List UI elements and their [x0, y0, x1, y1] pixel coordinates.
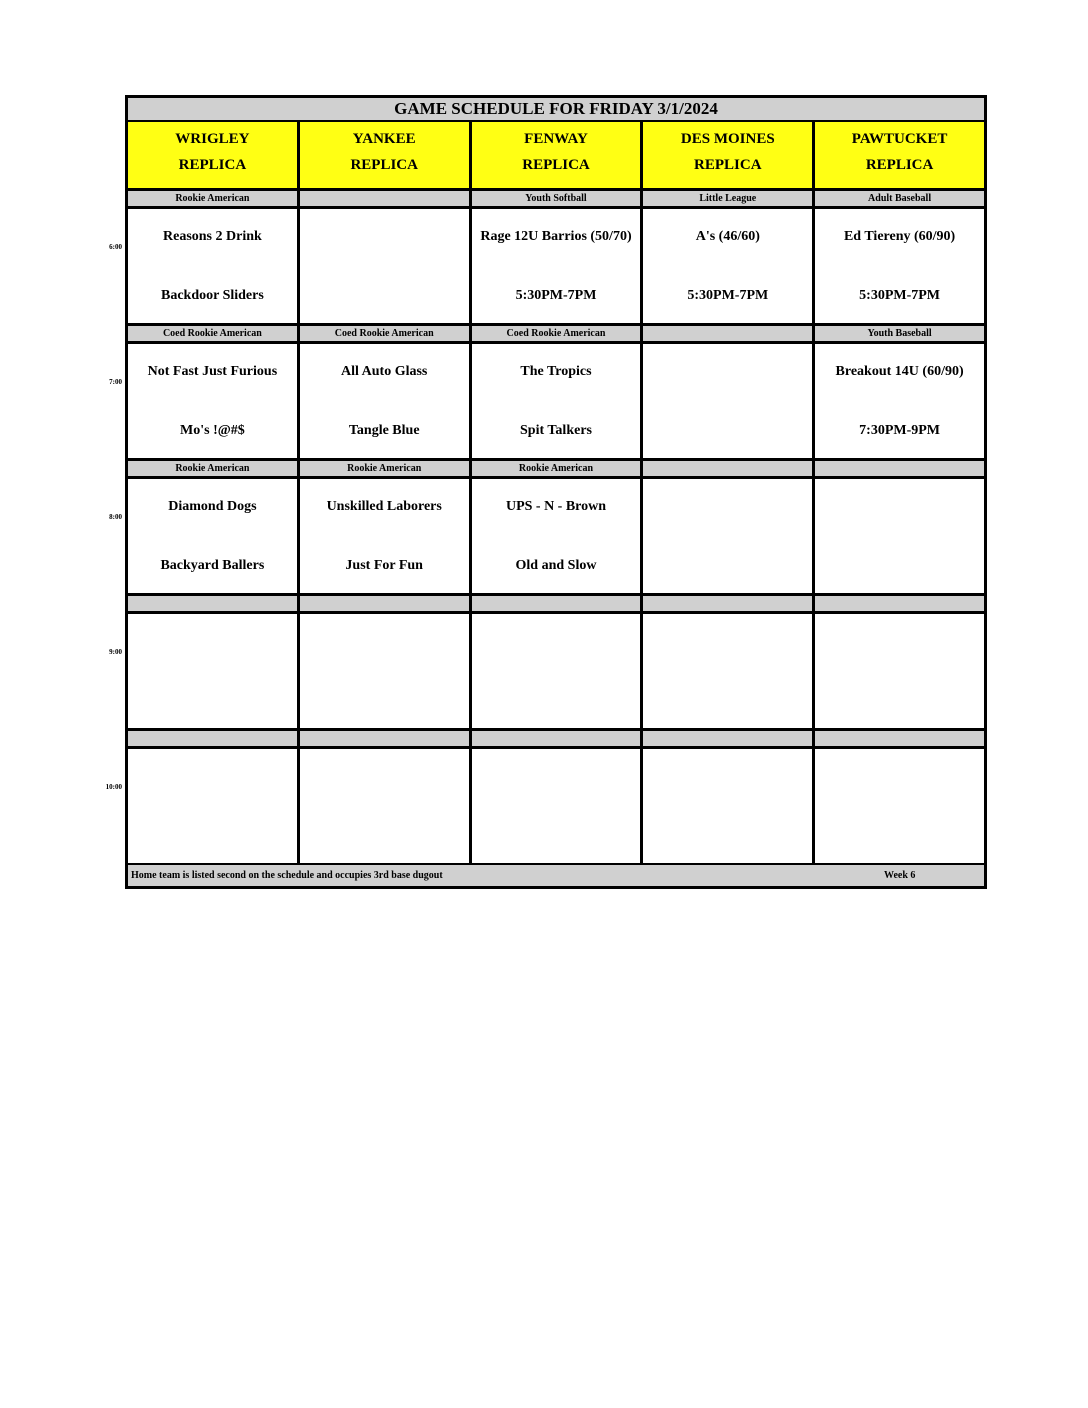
away-team: Rage 12U Barrios (50/70): [480, 229, 632, 244]
game-cell: [472, 479, 644, 593]
time-label: 8:00: [109, 513, 122, 521]
field-type: REPLICA: [350, 157, 418, 173]
field-header: [300, 122, 472, 188]
game-cell: [643, 479, 815, 593]
schedule-footer: [128, 865, 984, 886]
schedule-table: [125, 95, 987, 889]
game-cell: [815, 209, 984, 323]
week-label: Week 6: [884, 870, 916, 881]
league-label: Rookie American: [300, 461, 472, 476]
league-label: [815, 461, 984, 476]
league-label: Coed Rookie American: [472, 326, 644, 341]
league-label: [300, 731, 472, 746]
away-team: Ed Tiereny (60/90): [843, 229, 956, 244]
league-label: Rookie American: [472, 461, 644, 476]
game-cell: [472, 344, 644, 458]
home-team: Spit Talkers: [520, 423, 592, 438]
home-team: Backyard Ballers: [160, 558, 265, 573]
league-row: [128, 596, 984, 614]
away-team: Unskilled Laborers: [326, 499, 442, 514]
game-row: [128, 749, 984, 866]
league-label: Youth Softball: [472, 191, 644, 206]
time-slot: [128, 596, 984, 731]
field-header: [815, 122, 984, 188]
league-row: [128, 461, 984, 479]
away-team: Diamond Dogs: [168, 499, 257, 514]
league-label: [128, 596, 300, 611]
game-row: [128, 209, 984, 326]
home-team: 5:30PM-7PM: [859, 288, 941, 303]
league-label: [128, 731, 300, 746]
away-team: All Auto Glass: [341, 364, 428, 379]
game-cell: [300, 209, 472, 323]
field-header-row: [128, 122, 984, 191]
field-type: REPLICA: [865, 157, 934, 173]
game-cell: [300, 749, 472, 863]
league-label: [472, 596, 644, 611]
time-label: 10:00: [105, 783, 122, 791]
time-label: 9:00: [109, 648, 122, 656]
home-team: Backdoor Sliders: [160, 288, 264, 303]
home-team: Just For Fun: [345, 558, 423, 573]
league-label: [815, 596, 984, 611]
field-name: WRIGLEY: [175, 131, 250, 147]
game-cell: [128, 614, 300, 728]
game-cell: [128, 749, 300, 863]
time-slot: [128, 461, 984, 596]
league-label: [643, 731, 815, 746]
league-row: [128, 326, 984, 344]
field-name: PAWTUCKET: [851, 131, 948, 147]
away-team: The Tropics: [520, 364, 592, 379]
away-team: Breakout 14U (60/90): [835, 364, 964, 379]
game-cell: [300, 479, 472, 593]
game-cell: [815, 479, 984, 593]
game-cell: [128, 479, 300, 593]
time-slot: [128, 191, 984, 326]
away-team: Not Fast Just Furious: [147, 364, 278, 379]
away-team: Reasons 2 Drink: [163, 229, 262, 244]
league-label: [472, 731, 644, 746]
time-slot: [128, 731, 984, 866]
schedule-title: GAME SCHEDULE FOR FRIDAY 3/1/2024: [128, 98, 984, 122]
game-row: [128, 479, 984, 596]
game-cell: [643, 749, 815, 863]
league-row: [128, 731, 984, 749]
home-team-note: Home team is listed second on the schedule and occupies 3rd base dugout: [131, 870, 443, 881]
game-cell: [128, 344, 300, 458]
game-row: [128, 344, 984, 461]
league-label: [815, 731, 984, 746]
field-type: REPLICA: [694, 157, 762, 173]
league-label: Coed Rookie American: [128, 326, 300, 341]
home-team: Mo's !@#$: [180, 423, 245, 438]
home-team: Tangle Blue: [348, 423, 420, 438]
home-team: 5:30PM-7PM: [515, 288, 597, 303]
away-team: A's (46/60): [695, 229, 760, 244]
game-cell: [128, 209, 300, 323]
game-cell: [643, 614, 815, 728]
field-name: FENWAY: [524, 131, 588, 147]
game-cell: [472, 749, 644, 863]
league-label: Little League: [643, 191, 815, 206]
game-cell: [815, 749, 984, 863]
game-cell: [472, 209, 644, 323]
league-label: Rookie American: [128, 461, 300, 476]
game-cell: [300, 614, 472, 728]
league-label: [300, 191, 472, 206]
time-label: 7:00: [109, 378, 122, 386]
league-label: Rookie American: [128, 191, 300, 206]
game-cell: [643, 344, 815, 458]
field-type: REPLICA: [178, 157, 247, 173]
game-cell: [472, 614, 644, 728]
home-team: 7:30PM-9PM: [859, 423, 941, 438]
home-team: Old and Slow: [515, 558, 597, 573]
field-header: [128, 122, 300, 188]
league-label: Youth Baseball: [815, 326, 984, 341]
game-cell: [815, 614, 984, 728]
league-label: [300, 596, 472, 611]
home-team: 5:30PM-7PM: [687, 288, 769, 303]
field-header: [643, 122, 815, 188]
game-cell: [643, 209, 815, 323]
game-row: [128, 614, 984, 731]
away-team: UPS - N - Brown: [505, 499, 607, 514]
time-label: 6:00: [109, 243, 122, 251]
field-header: [472, 122, 644, 188]
game-cell: [815, 344, 984, 458]
league-label: Adult Baseball: [815, 191, 984, 206]
field-name: DES MOINES: [680, 131, 775, 147]
time-slot: [128, 326, 984, 461]
league-label: [643, 596, 815, 611]
league-row: [128, 191, 984, 209]
field-type: REPLICA: [522, 157, 590, 173]
league-label: [643, 326, 815, 341]
game-cell: [300, 344, 472, 458]
league-label: Coed Rookie American: [300, 326, 472, 341]
league-label: [643, 461, 815, 476]
field-name: YANKEE: [352, 131, 416, 147]
